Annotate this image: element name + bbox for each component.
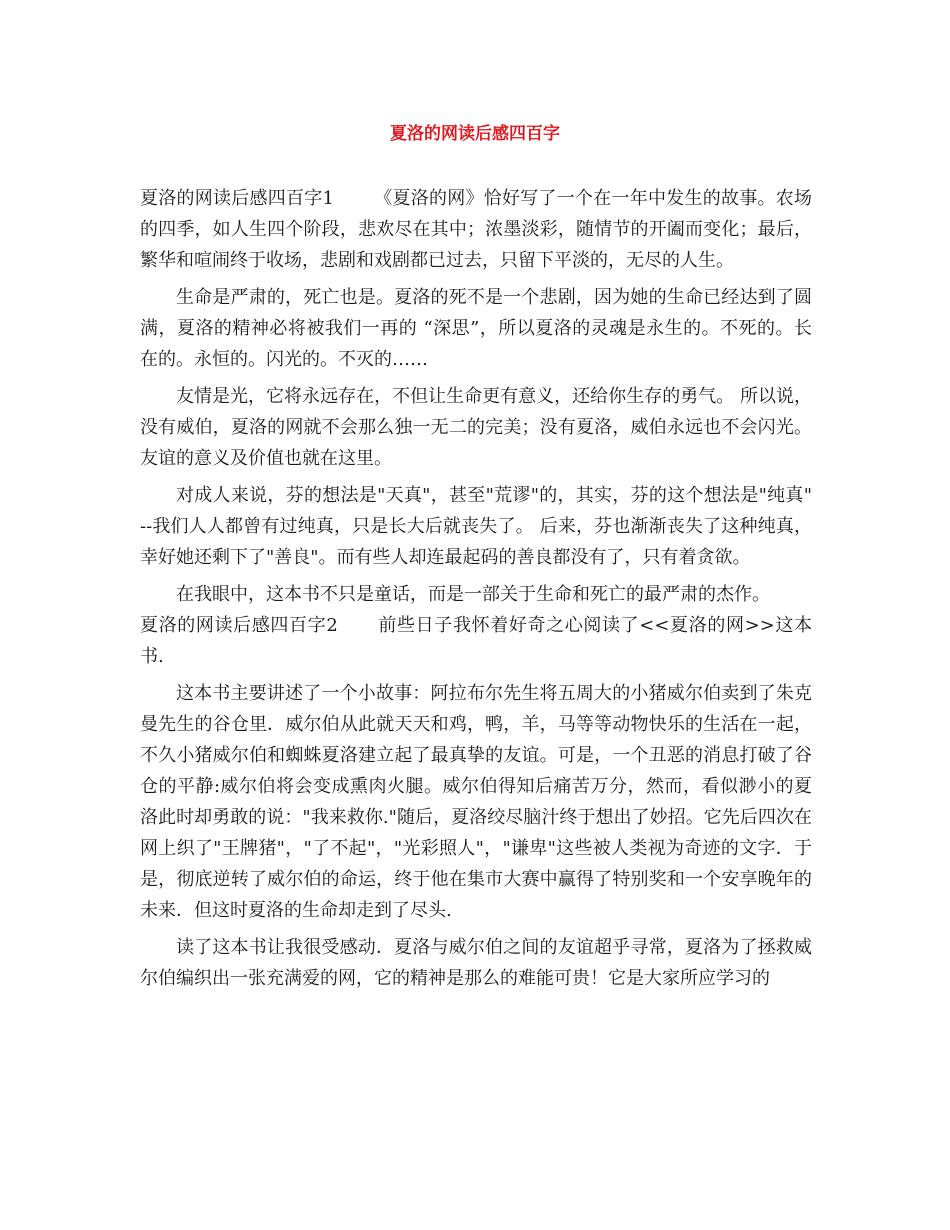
- document-body: [140, 183, 812, 1000]
- paragraph: 生命是严肃的，死亡也是。夏洛的死不是一个悲剧，因为她的生命已经达到了圆满，夏洛的精神必将被我们一再的 “深思”，所以夏洛的灵魂是永生的。不死的。长在的。永恒的。闪光的。不灭的……: [140, 287, 812, 370]
- document-title: 夏洛的网读后感四百字: [390, 124, 560, 144]
- section-heading: 夏洛的网读后感四百字2: [140, 615, 338, 636]
- paragraph-text: 《夏洛的网》恰好写了一个在一年中发生的故事。农场的四季，如人生四个阶段，悲欢尽在其中；浓墨淡彩，随情节的开阖而变化；最后，繁华和喧闹终于收场，悲剧和戏剧都已过去，只留下平淡的，无尽的人生。: [140, 188, 812, 271]
- paragraph-text: 前些日子我怀着好奇之心阅读了<<夏洛的网>>这本书.: [140, 615, 813, 667]
- paragraph: 对成人来说，芬的想法是"天真"，甚至"荒谬"的，其实，芬的这个想法是"纯真" --我们人人都曾有过纯真，只是长大后就丧失了。 后来，芬也渐渐丧失了这种纯真，幸好她还剩下了"善良"。而有些人却连最起码的善良都没有了，只有着贪欲。: [140, 485, 812, 568]
- section-1-first-paragraph: [140, 183, 812, 276]
- paragraph: 友情是光，它将永远存在，不但让生命更有意义，还给你生存的勇气。 所以说，没有威伯，夏洛的网就不会那么独一无二的完美；没有夏洛，威伯永远也不会闪光。友谊的意义及价值也就在这里。: [140, 386, 812, 469]
- section-2-first-paragraph: [140, 610, 812, 672]
- section-heading: 夏洛的网读后感四百字1: [140, 188, 334, 209]
- paragraph: 读了这本书让我很受感动．夏洛与威尔伯之间的友谊超乎寻常，夏洛为了拯救威尔伯编织出一张充满爱的网，它的精神是那么的难能可贵！它是大家所应学习的: [140, 937, 812, 989]
- paragraph: 这本书主要讲述了一个小故事：阿拉布尔先生将五周大的小猪威尔伯卖到了朱克曼先生的谷仓里．威尔伯从此就天天和鸡，鸭，羊，马等等动物快乐的生活在一起，不久小猪威尔伯和蜘蛛夏洛建立起了最真挚的友谊。可是，一个丑恶的消息打破了谷仓的平静:威尔伯将会变成熏肉火腿。威尔伯得知后痛苦万分，然而，看似渺小的夏洛此时却勇敢的说："我来救你."随后，夏洛绞尽脑汁终于想出了妙招。它先后四次在网上织了"王牌猪"，"了不起"，"光彩照人"，"谦卑"这些被人类视为奇迹的文字．于是，彻底逆转了威尔伯的命运，终于他在集市大赛中赢得了特别奖和一个安享晚年的未来．但这时夏洛的生命却走到了尽头.: [140, 683, 812, 921]
- paragraph: 在我眼中，这本书不只是童话，而是一部关于生命和死亡的最严肃的杰作。: [176, 584, 770, 605]
